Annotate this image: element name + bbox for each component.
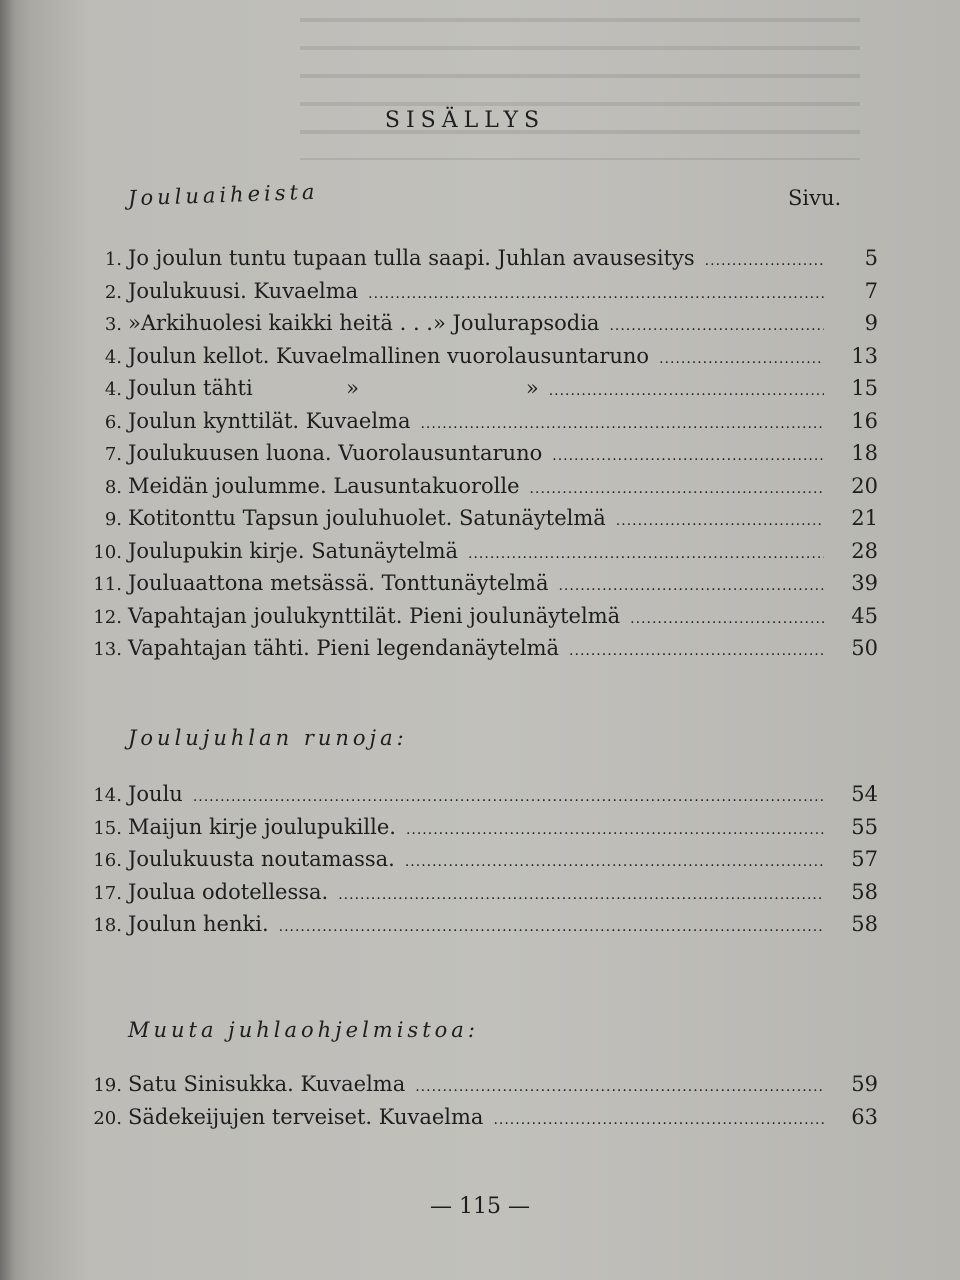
entry-number: 18. <box>93 915 122 936</box>
entry-page: 16 <box>851 408 878 433</box>
entry-number: 16. <box>93 850 122 871</box>
entry-title: Joulukuusen luona. Vuorolausuntaruno <box>128 441 543 465</box>
entry-title: Joulu <box>128 782 183 806</box>
toc-entry <box>78 1072 878 1105</box>
dot-leader <box>569 643 824 659</box>
entry-number: 1. <box>104 249 122 270</box>
entry-page: 39 <box>851 571 878 595</box>
dot-leader <box>549 383 824 399</box>
dot-leader <box>420 416 824 432</box>
entry-number: 19. <box>93 1075 122 1096</box>
dot-leader <box>558 578 824 594</box>
entry-title: Joulun kellot. Kuvaelmallinen vuorolausuntaruno <box>128 343 650 368</box>
entry-page: 28 <box>851 538 878 563</box>
entry-title: Joulun tähti » » <box>128 376 539 400</box>
entry-number: 2. <box>104 281 122 303</box>
toc-entry <box>78 880 878 913</box>
toc-entry <box>78 847 878 880</box>
dot-leader <box>279 919 824 935</box>
dot-leader <box>630 611 824 627</box>
entry-title: Sädekeijujen terveiset. Kuvaelma <box>128 1104 484 1129</box>
dot-leader <box>368 286 824 302</box>
toc-list <box>78 1072 878 1137</box>
entry-page: 5 <box>864 246 878 270</box>
entry-number: 4. <box>104 379 122 400</box>
page-column-label: Sivu. <box>788 186 842 210</box>
section-heading: Jouluaiheista <box>127 179 319 211</box>
entry-title: Joulukuusta noutamassa. <box>128 847 395 871</box>
entry-page: 7 <box>864 278 878 303</box>
entry-number: 12. <box>93 606 122 628</box>
entry-number: 7. <box>104 444 122 465</box>
section-heading: Muuta juhlaohjelmistoa: <box>128 1018 479 1042</box>
entry-page: 13 <box>851 343 878 368</box>
entry-number: 9. <box>104 509 122 530</box>
toc-entry <box>78 344 878 377</box>
toc-entry <box>78 376 878 409</box>
book-spine-shadow <box>0 0 14 1280</box>
entry-title: Kotitonttu Tapsun jouluhuolet. Satunäytelmä <box>128 506 606 530</box>
entry-page: 58 <box>851 912 878 936</box>
entry-number: 8. <box>104 476 122 498</box>
toc-entry <box>78 815 878 848</box>
toc-entry <box>78 636 878 669</box>
toc-list <box>78 246 878 669</box>
entry-page: 45 <box>851 603 878 628</box>
section-heading: Joulujuhlan runoja: <box>128 726 408 750</box>
entry-page: 54 <box>851 782 878 806</box>
dot-leader <box>415 1079 824 1095</box>
entry-title: Joulun kynttilät. Kuvaelma <box>128 408 411 433</box>
entry-title: Meidän joulumme. Lausuntakuorolle <box>128 473 520 498</box>
entry-page: 57 <box>851 847 878 871</box>
entry-title: Vapahtajan tähti. Pieni legendanäytelmä <box>128 636 560 660</box>
dot-leader <box>659 351 824 367</box>
entry-page: 20 <box>851 473 878 498</box>
toc-entry <box>78 1105 878 1138</box>
page-number: — 115 — <box>430 1194 530 1219</box>
entry-page: 50 <box>851 636 878 660</box>
bleed-through-text <box>300 0 860 160</box>
dot-leader <box>193 789 824 805</box>
entry-page: 55 <box>851 814 878 839</box>
entry-title: Jouluaattona metsässä. Tonttunäytelmä <box>128 571 549 595</box>
page-title: SISÄLLYS <box>384 108 546 133</box>
toc-entry <box>78 782 878 815</box>
entry-page: 58 <box>851 879 878 904</box>
entry-title: Maijun kirje joulupukille. <box>128 814 396 839</box>
entry-number: 14. <box>93 785 122 806</box>
toc-entry <box>78 246 878 279</box>
entry-title: Joulun henki. <box>128 912 269 936</box>
dot-leader <box>705 253 824 269</box>
toc-entry <box>78 441 878 474</box>
dot-leader <box>468 546 824 562</box>
dot-leader <box>609 318 824 334</box>
toc-entry <box>78 409 878 442</box>
entry-title: Satu Sinisukka. Kuvaelma <box>128 1072 406 1096</box>
dot-leader <box>616 513 824 529</box>
entry-title: Vapahtajan joulukynttilät. Pieni joulunäytelmä <box>128 603 621 628</box>
entry-title: Joulupukin kirje. Satunäytelmä <box>128 538 459 563</box>
entry-number: 15. <box>93 817 122 839</box>
dot-leader <box>552 448 824 464</box>
entry-page: 59 <box>851 1072 878 1096</box>
entry-number: 17. <box>93 882 122 904</box>
entry-number: 3. <box>104 314 122 335</box>
entry-title: Jo joulun tuntu tupaan tulla saapi. Juhlan avausesitys <box>128 246 695 270</box>
dot-leader <box>530 481 824 497</box>
dot-leader <box>405 854 824 870</box>
toc-entry <box>78 571 878 604</box>
entry-number: 4. <box>104 346 122 368</box>
entry-number: 13. <box>93 639 122 660</box>
entry-title: »Arkihuolesi kaikki heitä . . .» Joulurapsodia <box>128 311 600 335</box>
toc-entry <box>78 279 878 312</box>
dot-leader <box>338 887 824 903</box>
toc-entry <box>78 311 878 344</box>
toc-list <box>78 782 878 945</box>
entry-number: 11. <box>93 574 122 595</box>
entry-page: 63 <box>851 1104 878 1129</box>
toc-entry <box>78 506 878 539</box>
entry-page: 21 <box>851 506 878 530</box>
entry-number: 6. <box>104 411 122 433</box>
dot-leader <box>493 1112 824 1128</box>
dot-leader <box>406 822 824 838</box>
entry-title: Joulukuusi. Kuvaelma <box>128 278 359 303</box>
entry-title: Joulua odotellessa. <box>128 879 329 904</box>
entry-page: 15 <box>851 376 878 400</box>
entry-number: 20. <box>93 1107 122 1129</box>
toc-entry <box>78 912 878 945</box>
toc-entry <box>78 539 878 572</box>
entry-page: 18 <box>851 441 878 465</box>
toc-entry <box>78 604 878 637</box>
entry-number: 10. <box>93 541 122 563</box>
toc-entry <box>78 474 878 507</box>
entry-page: 9 <box>864 311 878 335</box>
